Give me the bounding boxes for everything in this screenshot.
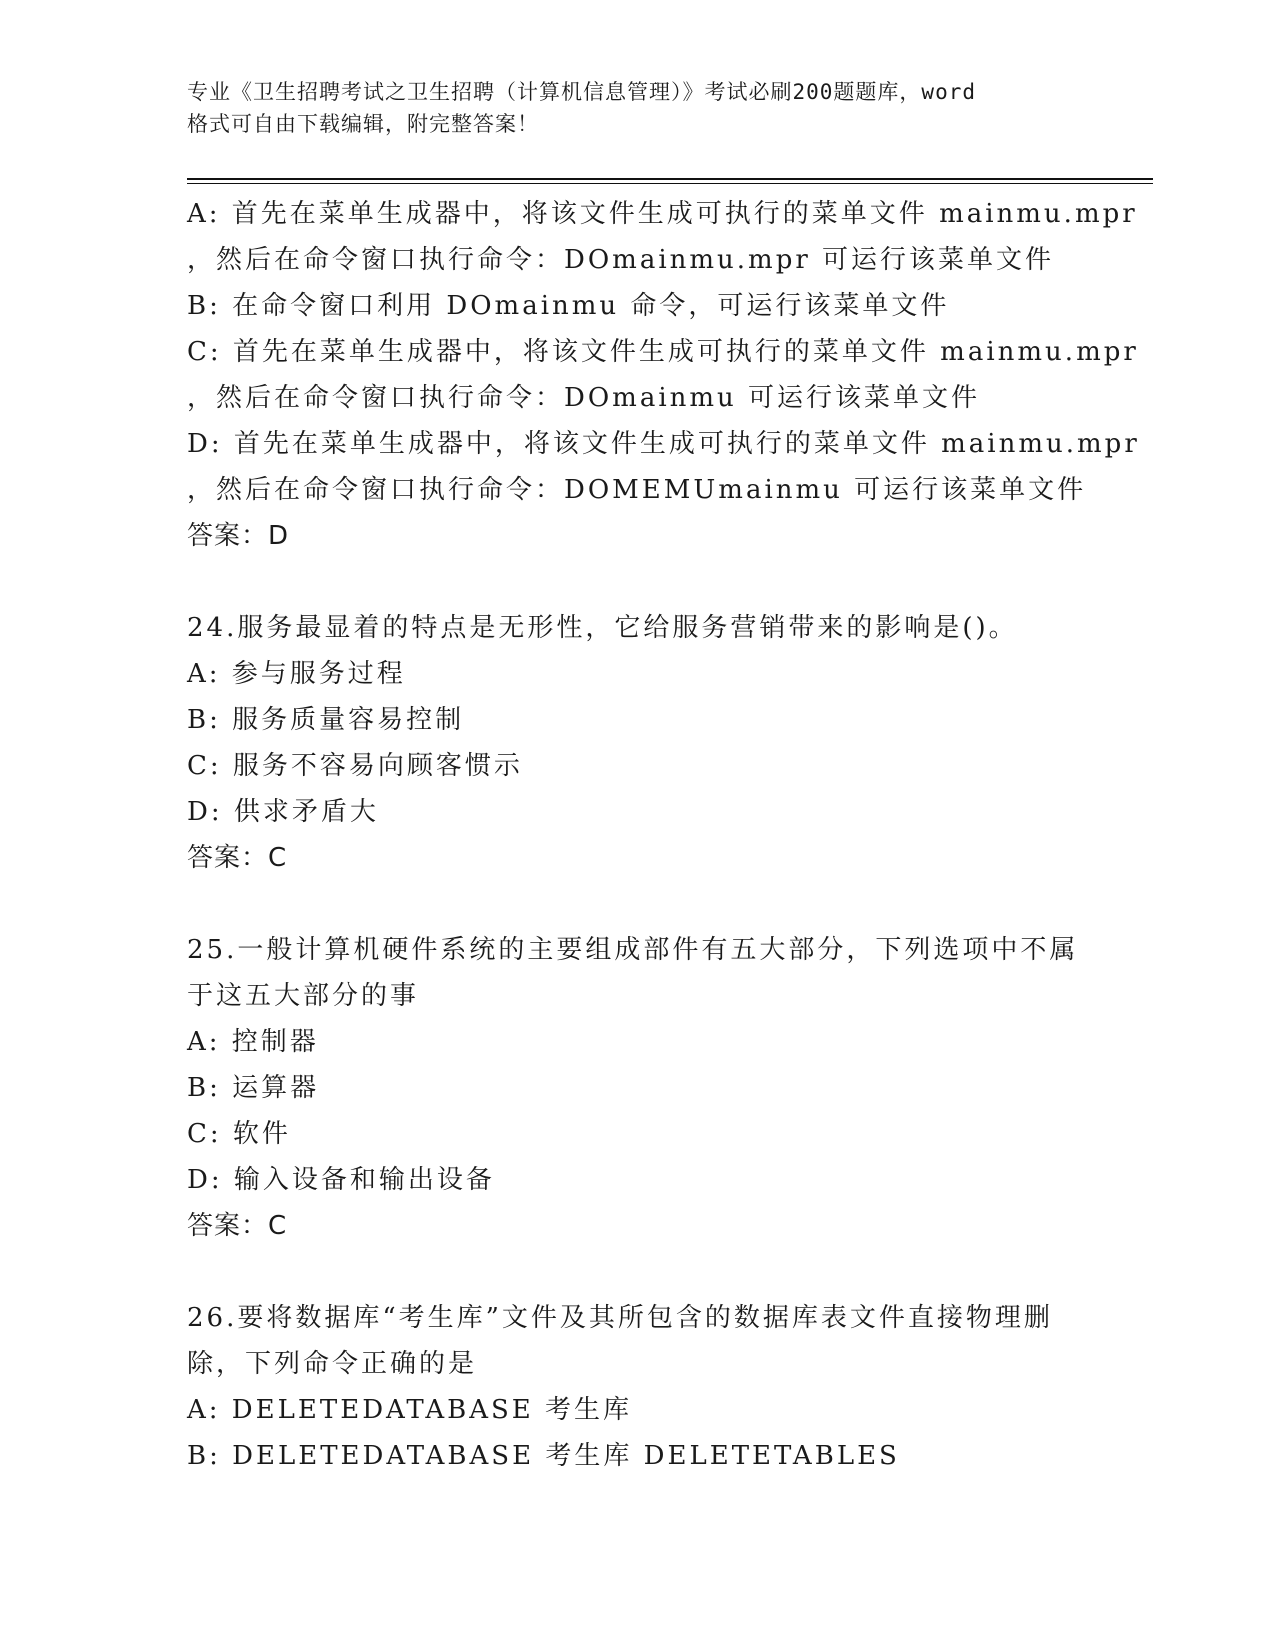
question-text-line-2: 除，下列命令正确的是: [187, 1349, 478, 1379]
option-c-line-2: ，然后在命令窗口执行命令：DOmainmu 可运行该菜单文件: [187, 383, 981, 413]
option-d: D: 供求矛盾大: [187, 797, 379, 827]
question-text-line-2: 于这五大部分的事: [187, 981, 420, 1011]
option-b: B: 服务质量容易控制: [187, 705, 465, 735]
spacer: [187, 881, 1087, 927]
option-c-line-1: C: 首先在菜单生成器中，将该文件生成可执行的菜单文件 mainmu.mpr: [187, 337, 1139, 367]
option-c: C: 服务不容易向顾客惯示: [187, 751, 523, 781]
header-line-2: 格式可自由下载编辑，附完整答案！: [187, 112, 539, 136]
question-list: [187, 191, 1140, 1479]
option-b: B: 在命令窗口利用 DOmainmu 命令，可运行该菜单文件: [187, 291, 950, 321]
option-a: A: DELETEDATABASE 考生库: [187, 1395, 633, 1425]
option-a-line-1: A: 首先在菜单生成器中，将该文件生成可执行的菜单文件 mainmu.mpr: [187, 199, 1138, 229]
spacer: [187, 1249, 1087, 1295]
question-text: 24.服务最显着的特点是无形性，它给服务营销带来的影响是()。: [187, 613, 1018, 643]
header-divider-thick: [187, 178, 1153, 180]
option-a: A: 控制器: [187, 1027, 319, 1057]
header-divider-thin: [187, 183, 1153, 184]
question-26-block: [187, 1295, 1087, 1479]
option-d-line-1: D: 首先在菜单生成器中，将该文件生成可执行的菜单文件 mainmu.mpr: [187, 429, 1140, 459]
option-c: C: 软件: [187, 1119, 291, 1149]
question-24-block: [187, 605, 1087, 881]
answer-label: 答案：C: [187, 1211, 288, 1241]
document-header: [187, 76, 1087, 140]
option-b: B: 运算器: [187, 1073, 320, 1103]
option-d-line-2: ，然后在命令窗口执行命令：DOMEMUmainmu 可运行该菜单文件: [187, 475, 1087, 505]
question-25-block: [187, 927, 1087, 1249]
question-23-block: [187, 191, 1140, 559]
option-d: D: 输入设备和输出设备: [187, 1165, 495, 1195]
question-text-line-1: 26.要将数据库“考生库”文件及其所包含的数据库表文件直接物理删: [187, 1303, 1053, 1333]
option-a: A: 参与服务过程: [187, 659, 406, 689]
answer-label: 答案：D: [187, 521, 290, 551]
question-text-line-1: 25.一般计算机硬件系统的主要组成部件有五大部分，下列选项中不属: [187, 935, 1079, 965]
header-line-1: 专业《卫生招聘考试之卫生招聘（计算机信息管理）》考试必刷200题题库，word: [187, 80, 976, 104]
spacer: [187, 559, 1087, 605]
option-b: B: DELETEDATABASE 考生库 DELETETABLES: [187, 1441, 900, 1471]
answer-label: 答案：C: [187, 843, 288, 873]
option-a-line-2: ，然后在命令窗口执行命令：DOmainmu.mpr 可运行该菜单文件: [187, 245, 1055, 275]
